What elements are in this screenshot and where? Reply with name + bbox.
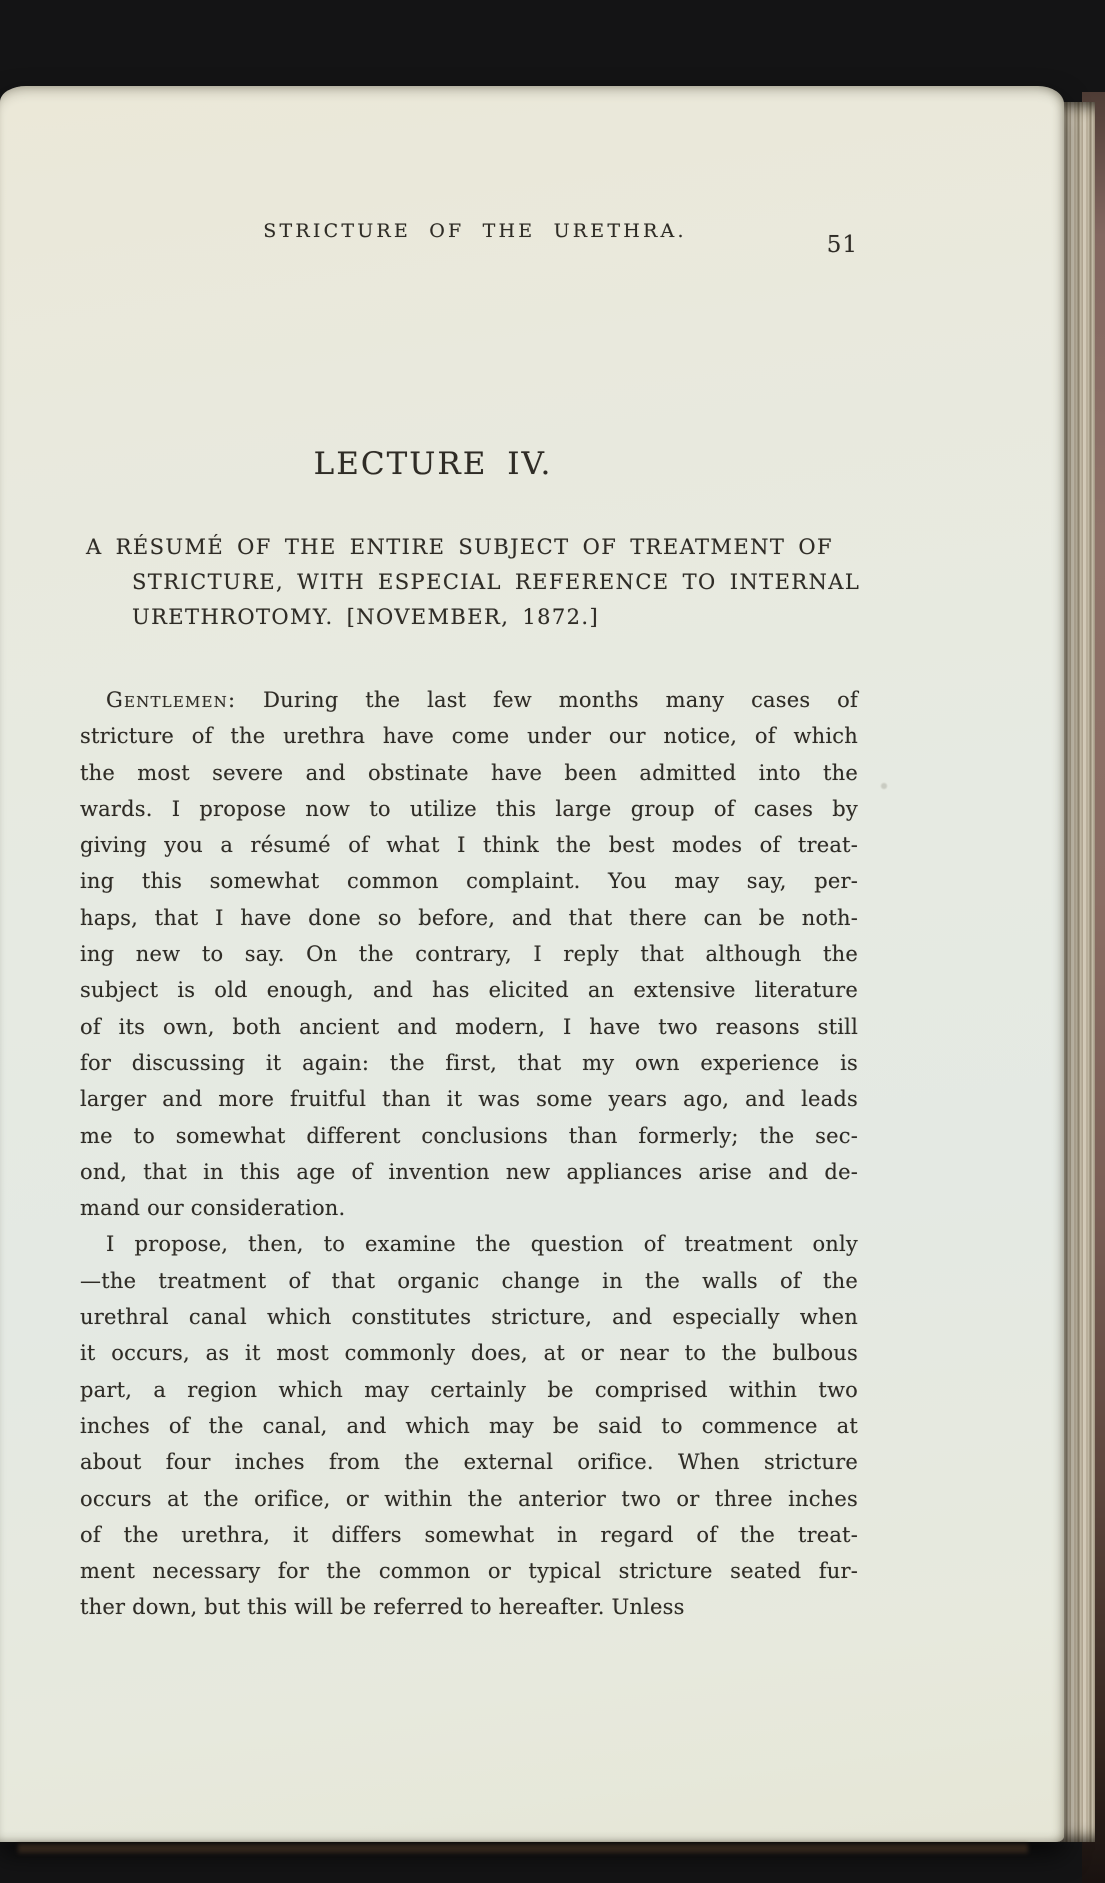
text-line: Gentlemen: During the last few months many cases of xyxy=(106,688,858,712)
text-line: the most severe and obstinate have been admitted into the xyxy=(80,760,858,785)
text-line: occurs at the orifice, or within the anterior two or three inches xyxy=(80,1486,858,1511)
text-line: subject is old enough, and has elicited an extensive literature xyxy=(80,978,858,1003)
text-line: —the treatment of that organic change in the walls of the xyxy=(80,1268,858,1293)
running-head: STRICTURE OF THE URETHRA. xyxy=(263,220,687,242)
lecture-title: LECTURE IV. xyxy=(313,446,553,482)
text-line: about four inches from the external orifice. When stricture xyxy=(80,1450,858,1475)
text-line: of its own, both ancient and modern, I have two reasons still xyxy=(80,1014,858,1039)
text-line: me to somewhat different conclusions than formerly; the sec- xyxy=(80,1123,858,1148)
paragraph xyxy=(80,1226,858,1625)
text-line: of the urethra, it differs somewhat in regard of the treat- xyxy=(80,1522,858,1547)
text-line: mand our consideration. xyxy=(80,1196,346,1221)
paragraph-lead: Gentlemen: xyxy=(106,688,237,712)
page-bottom-edge-highlight xyxy=(18,1844,1028,1853)
text-line: ing new to say. On the contrary, I reply that although the xyxy=(80,942,858,967)
text-line: ond, that in this age of invention new appliances arise and de- xyxy=(80,1159,858,1184)
book-page xyxy=(0,86,1064,1842)
text-line: ther down, but this will be referred to hereafter. Unless xyxy=(80,1595,685,1620)
subject-heading-line: STRICTURE, WITH ESPECIAL REFERENCE TO INTERNAL xyxy=(132,570,861,594)
text-line: I propose, then, to examine the question of treatment only xyxy=(106,1232,858,1257)
text-line: ment necessary for the common or typical stricture seated fur- xyxy=(80,1559,858,1584)
text-line: part, a region which may certainly be comprised within two xyxy=(80,1377,858,1402)
page-number: 51 xyxy=(826,232,858,258)
subject-heading-line: A RÉSUMÉ OF THE ENTIRE SUBJECT OF TREATMENT OF xyxy=(86,535,833,559)
text-line: haps, that I have done so before, and that there can be noth- xyxy=(80,905,858,930)
text-line: it occurs, as it most commonly does, at or near to the bulbous xyxy=(80,1341,858,1366)
text-line: inches of the canal, and which may be said to commence at xyxy=(80,1413,858,1438)
text-line: ing this somewhat common complaint. You may say, per- xyxy=(80,869,858,894)
subject-heading-line: URETHROTOMY. [NOVEMBER, 1872.] xyxy=(132,605,600,629)
text-line: urethral canal which constitutes stricture, and especially when xyxy=(80,1305,858,1330)
subject-heading xyxy=(80,530,870,635)
paragraph xyxy=(80,682,858,1226)
text-line: giving you a résumé of what I think the best modes of treat- xyxy=(80,833,858,858)
text-line: wards. I propose now to utilize this large group of cases by xyxy=(80,796,858,821)
text-line: larger and more fruitful than it was some years ago, and leads xyxy=(80,1087,858,1112)
text-line: for discussing it again: the first, that my own experience is xyxy=(80,1050,858,1075)
body-text xyxy=(80,682,858,1626)
text-line: stricture of the urethra have come under our notice, of which xyxy=(80,724,858,749)
